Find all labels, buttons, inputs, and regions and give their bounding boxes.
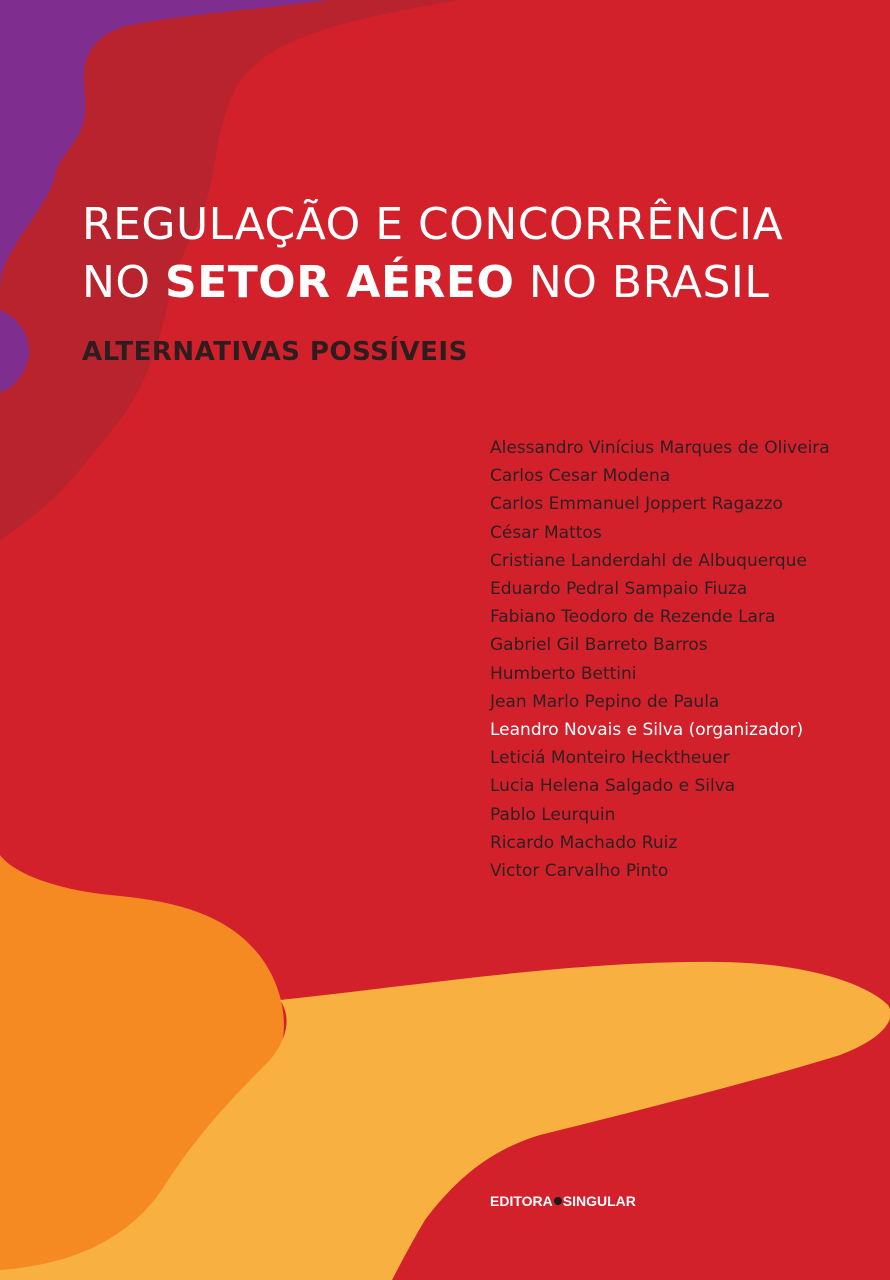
title-line-2-prefix: NO <box>82 257 166 308</box>
author-item: Lucia Helena Salgado e Silva <box>490 776 736 797</box>
author-item: Humberto Bettini <box>490 663 637 684</box>
author-item: Pablo Leurquin <box>490 804 616 825</box>
publisher-name-left: EDITORA <box>490 1193 553 1209</box>
author-item: Gabriel Gil Barreto Barros <box>490 635 708 656</box>
publisher-dot-icon <box>554 1197 562 1205</box>
author-item: Fabiano Teodoro de Rezende Lara <box>490 607 776 628</box>
author-item: Carlos Cesar Modena <box>490 466 671 487</box>
publisher-name-right: SINGULAR <box>562 1193 636 1209</box>
author-item: César Mattos <box>490 522 602 543</box>
author-item-organizer: Leandro Novais e Silva (organizador) <box>490 720 804 741</box>
title-line-2 <box>82 254 783 312</box>
author-list <box>490 434 830 885</box>
title-line-2-suffix: NO BRASIL <box>514 257 770 308</box>
author-item: Victor Carvalho Pinto <box>490 861 669 882</box>
title-line-1: REGULAÇÃO E CONCORRÊNCIA <box>82 199 784 250</box>
author-item: Leticiá Monteiro Hecktheuer <box>490 748 730 769</box>
author-item: Eduardo Pedral Sampaio Fiuza <box>490 579 748 600</box>
title-line-2-emphasis: SETOR AÉREO <box>165 257 515 308</box>
book-title <box>82 196 783 312</box>
author-item: Jean Marlo Pepino de Paula <box>490 691 720 712</box>
author-item: Cristiane Landerdahl de Albuquerque <box>490 550 807 571</box>
author-item: Alessandro Vinícius Marques de Oliveira <box>490 438 830 458</box>
book-subtitle: ALTERNATIVAS POSSÍVEIS <box>82 337 468 367</box>
author-item: Ricardo Machado Ruiz <box>490 832 678 853</box>
author-item: Carlos Emmanuel Joppert Ragazzo <box>490 494 783 515</box>
publisher-logo <box>490 1192 636 1210</box>
